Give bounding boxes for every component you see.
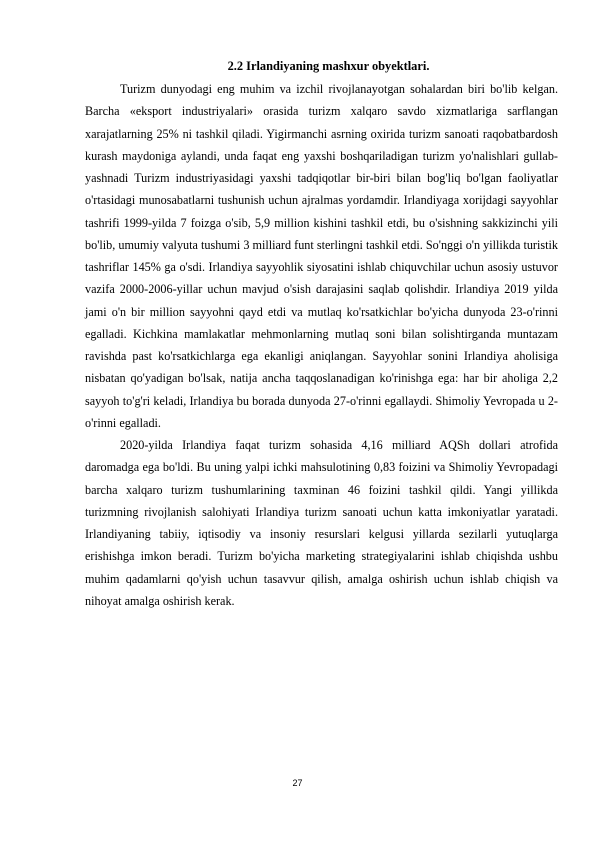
body-paragraph-1: Turizm dunyodagi eng muhim va izchil rivojlanayotgan sohalardan biri bo'lib kelgan. Barcha «eksport industriyalari» orasida turizm xalqaro savdo xizmatlariga sarflangan xarajatlarning 25% ni tashkil qiladi. Yigirmanchi asrning oxirida turizm sanoati raqobatbardosh kurash maydoniga aylandi, unda faqat eng yaxshi boshqariladigan turizm yo'nalishlari gullab-yashnadi Turizm industriyasidagi yaxshi tadqiqotlar bir-biri bilan bog'liq bo'lgan faoliyatlar o'rtasidagi munosabatlarni tushunish uchun ajralmas yordamdir. Irlandiyaga xorijdagi sayyohlar tashrifi 1999-yilda 7 foizga o'sib, 5,9 million kishini tashkil etdi, bu o'sishning sakkizinchi yili bo'lib, umumiy valyuta tushumi 3 milliard funt sterlingni tashkil etdi. So'nggi o'n yillikda turistik tashriflar 145% ga o'sdi. Irlandiya sayyohlik siyosatini ishlab chiquvchilar uchun asosiy ustuvor vazifa 2000-2006-yillar uchun mavjud o'sish darajasini saqlab qolishdir. Irlandiya 2019 yilda jami o'n bir million sayyohni qayd etdi va mutlaq ko'rsatkichlar bo'yicha dunyoda 23-o'rinni egalladi. Kichkina mamlakatlar mehmonlarning mutlaq soni bilan solishtirganda muntazam ravishda past ko'rsatkichlarga ega ekanligi aniqlangan. Sayyohlar sonini Irlandiya aholisiga nisbatan qo'yadigan bo'lsak, natija ancha taqqoslanadigan ko'rinishga ega: har bir aholiga 2,2 sayyoh to'g'ri keladi, Irlandiya bu borada dunyoda 27-o'rinni egallaydi. Shimoliy Yevropada u 2-o'rinni egalladi. [85,82,558,430]
section-title: 2.2 Irlandiyaning mashxur obyektlari. [227,59,430,73]
page-number: 27 [292,778,303,788]
body-paragraph-2: 2020-yilda Irlandiya faqat turizm sohasida 4,16 milliard AQSh dollari atrofida daromadga ega bo'ldi. Bu uning yalpi ichki mahsulotining 0,83 foizini va Shimoliy Yevropadagi barcha xalqaro turizm tushumlarining taxminan 46 foizini tashkil qildi. Yangi yillikda turizmning rivojlanish salohiyati Irlandiya turizm sanoati uchun katta imkoniyatlar yaratadi. Irlandiyaning tabiiy, iqtisodiy va insoniy resurslari kelgusi yillarda sezilarli yutuqlarga erishishga imkon beradi. Turizm bo'yicha marketing strategiyalarini ishlab chiqishda ushbu muhim qadamlarni qo'yish uchun tasavvur qilish, amalga oshirish uchun ishlab chiqish va nihoyat amalga oshirish kerak. [85,438,558,608]
document-page [85,56,558,612]
